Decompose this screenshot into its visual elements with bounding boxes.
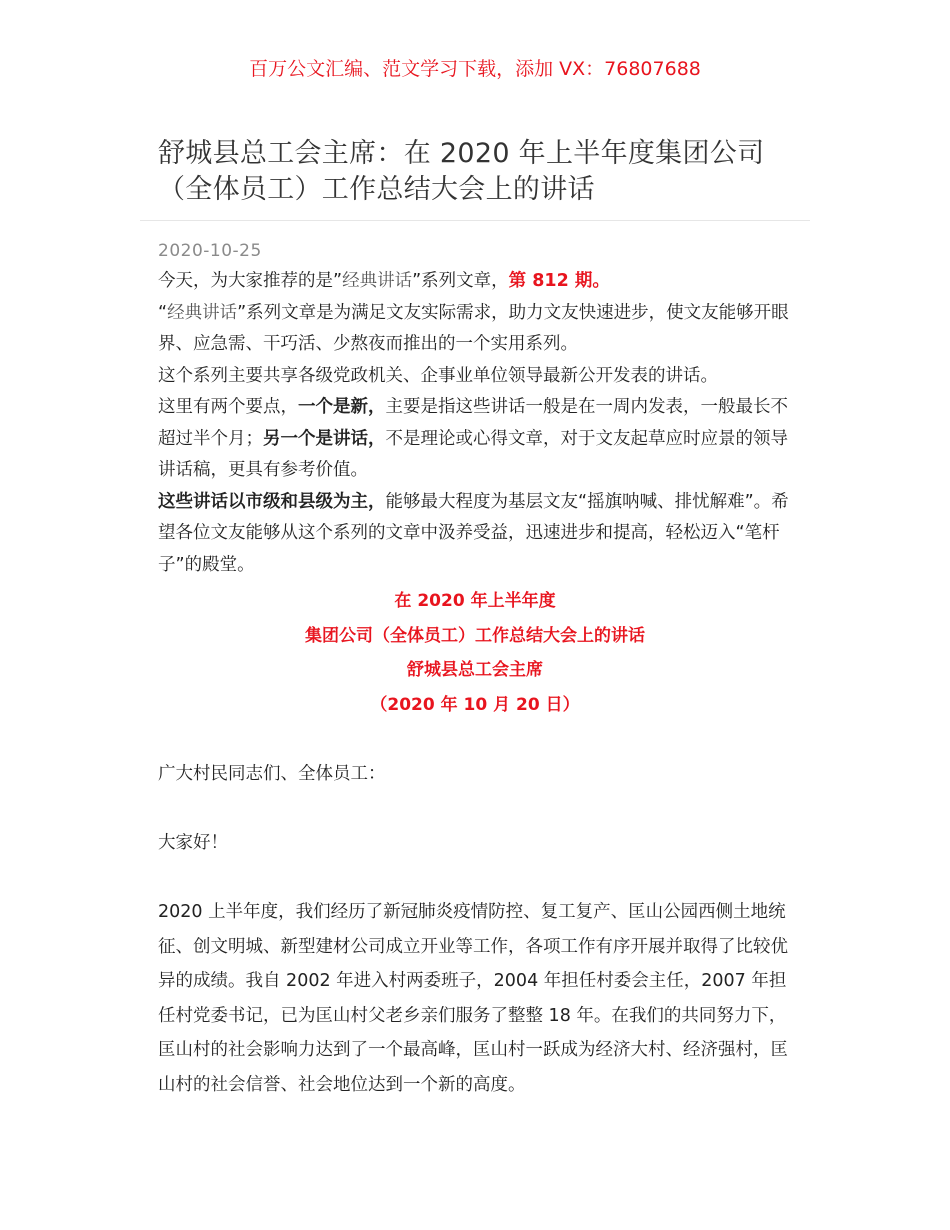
- speech-greeting: 大家好！: [158, 833, 228, 853]
- speech-heading-occasion: 在 2020 年上半年度: [394, 591, 556, 611]
- title-divider: [140, 220, 810, 221]
- intro-paragraph-2: [158, 298, 794, 361]
- intro-text: “: [158, 302, 168, 323]
- intro-text: 这里有两个要点，: [158, 397, 298, 417]
- intro-text: ”系列文章是为满足文友实际需求，助力文友快速进步，使文友能够开眼界、应急需、干巧活、少熬夜而推出的一个实用系列。: [158, 302, 789, 354]
- speech-salutation: 广大村民同志们、全体员工：: [158, 764, 386, 784]
- intro-paragraph-3: 这个系列主要共享各级党政机关、企事业单位领导最新公开发表的讲话。: [158, 365, 718, 386]
- emphasis-text: 一个是新，: [298, 397, 386, 417]
- series-name: 经典讲话: [342, 271, 413, 291]
- intro-text: ”系列文章，: [412, 271, 509, 291]
- emphasis-text: 另一个是讲话，: [263, 428, 386, 449]
- issue-number: 第 812 期。: [508, 271, 610, 291]
- speech-heading-speaker: 舒城县总工会主席: [407, 660, 543, 680]
- speech-heading-date: （2020 年 10 月 20 日）: [370, 695, 580, 715]
- article-title: 舒城县总工会主席：在 2020 年上半年度集团公司（全体员工）工作总结大会上的讲话: [158, 138, 765, 205]
- emphasis-text: 这些讲话以市级和县级为主，: [158, 491, 386, 512]
- series-name: 经典讲话: [167, 302, 238, 323]
- publish-date: 2020-10-25: [158, 241, 262, 261]
- intro-text: 不是理论或心得文章，对于文友起草应时应景的领导讲话稿，更具有参考价值。: [158, 428, 788, 480]
- speech-heading-title: 集团公司（全体员工）工作总结大会上的讲话: [305, 626, 645, 646]
- intro-text: 今天，为大家推荐的是”: [158, 271, 343, 291]
- intro-paragraph-1: [158, 266, 794, 298]
- series-intro: [158, 266, 794, 581]
- intro-text: 主要是指这些讲话一般是在一周内发表，一般最长不超过半个月；: [158, 397, 788, 449]
- intro-paragraph-5: [158, 487, 794, 582]
- intro-text: 能够最大程度为基层文友“摇旗呐喊、排忧解难”。希望各位文友能够从这个系列的文章中汲养受益，迅速进步和提高，轻松迈入“笔杆子”的殿堂。: [158, 491, 789, 575]
- speech-paragraph-1: 2020 上半年度，我们经历了新冠肺炎疫情防控、复工复产、匡山公园西侧土地统征、创文明城、新型建材公司成立开业等工作，各项工作有序开展并取得了比较优异的成绩。我自 2002 年进入村两委班子，2004 年担任村委会主任，2007 年担任村党委书记，已为匡山村父老乡亲们服务了整整 18 年。在我们的共同努力下，匡山村的社会影响力达到了一个最高峰，匡山村一跃成为经济大村、经济强村，匡山村的社会信誉、社会地位达到一个新的高度。: [158, 902, 788, 1095]
- promo-banner: 百万公文汇编、范文学习下载，添加 VX：76807688: [249, 58, 701, 80]
- intro-paragraph-4: [158, 392, 794, 487]
